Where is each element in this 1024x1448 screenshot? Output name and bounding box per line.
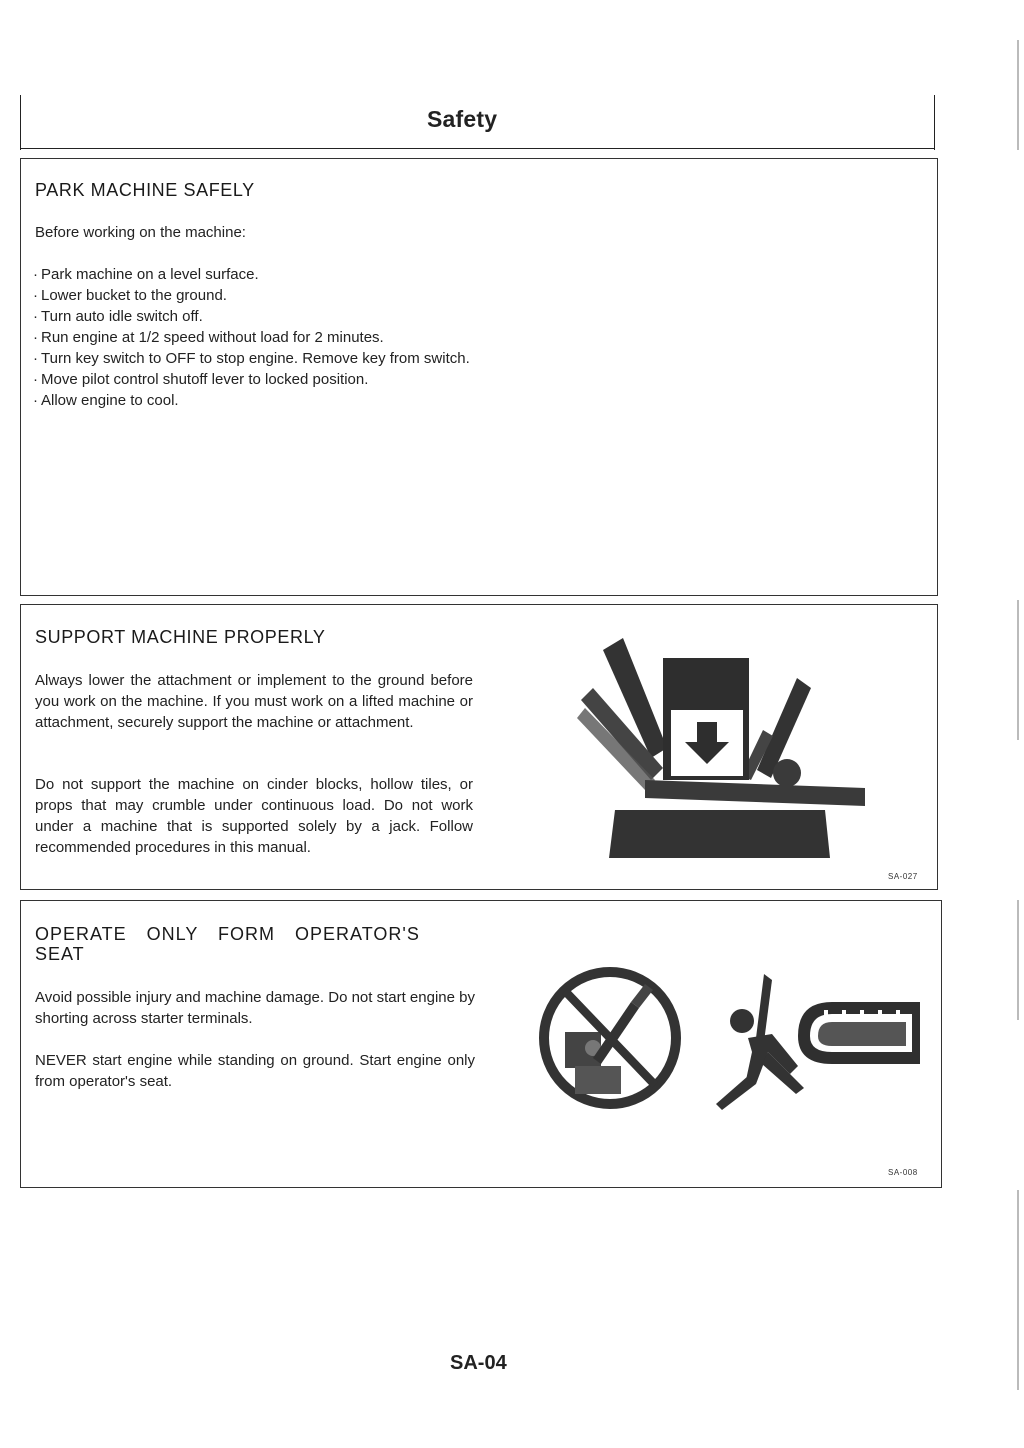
operate-paragraph-1: Avoid possible injury and machine damage. Do not start engine by shorting across starter terminals.	[35, 989, 475, 1027]
park-section-title: PARK MACHINE SAFELY	[35, 180, 255, 200]
list-item: · Lower bucket to the ground.	[33, 287, 227, 304]
runover-hazard-icon	[712, 972, 924, 1114]
list-item: · Turn key switch to OFF to stop engine. Remove key from switch.	[33, 350, 470, 367]
figure-label-sa008: SA-008	[888, 1168, 918, 1177]
scan-edge-mark	[1017, 900, 1019, 1020]
support-paragraph-1: Always lower the attachment or implement to the ground before you work on the machine. If you must work on a lifted machine or attachment, securely support the machine or attachment.	[35, 672, 473, 731]
operate-paragraph-2: NEVER start engine while standing on ground. Start engine only from operator's seat.	[35, 1052, 475, 1090]
scan-edge-mark	[1017, 600, 1019, 740]
list-item: · Turn auto idle switch off.	[33, 308, 203, 325]
list-item: · Run engine at 1/2 speed without load for 2 minutes.	[33, 329, 384, 346]
scan-edge-mark	[1017, 40, 1019, 150]
figure-label-sa027: SA-027	[888, 872, 918, 881]
support-paragraph-2: Do not support the machine on cinder blocks, hollow tiles, or props that may crumble under continuous load. Do not work under a machine that is supported solely by a jack. Follow recommended procedures in this manual.	[35, 776, 473, 856]
page-title: Safety	[427, 106, 498, 132]
operate-section-title: OPERATE ONLY FORM OPERATOR'S SEAT	[35, 924, 420, 964]
scan-edge-mark	[1017, 1190, 1019, 1390]
list-item: · Allow engine to cool.	[33, 392, 179, 409]
park-steps-list	[33, 264, 473, 411]
support-section-title: SUPPORT MACHINE PROPERLY	[35, 627, 326, 647]
list-item: · Move pilot control shutoff lever to locked position.	[33, 371, 369, 388]
header-right-rule	[934, 95, 935, 150]
prohibited-bypass-start-icon	[535, 962, 685, 1117]
park-intro: Before working on the machine:	[35, 224, 246, 241]
header-rule	[20, 148, 934, 149]
crushing-hazard-icon	[575, 630, 875, 865]
list-item: · Park machine on a level surface.	[33, 266, 259, 283]
page-number: SA-04	[450, 1352, 507, 1374]
header-left-rule	[20, 95, 21, 150]
